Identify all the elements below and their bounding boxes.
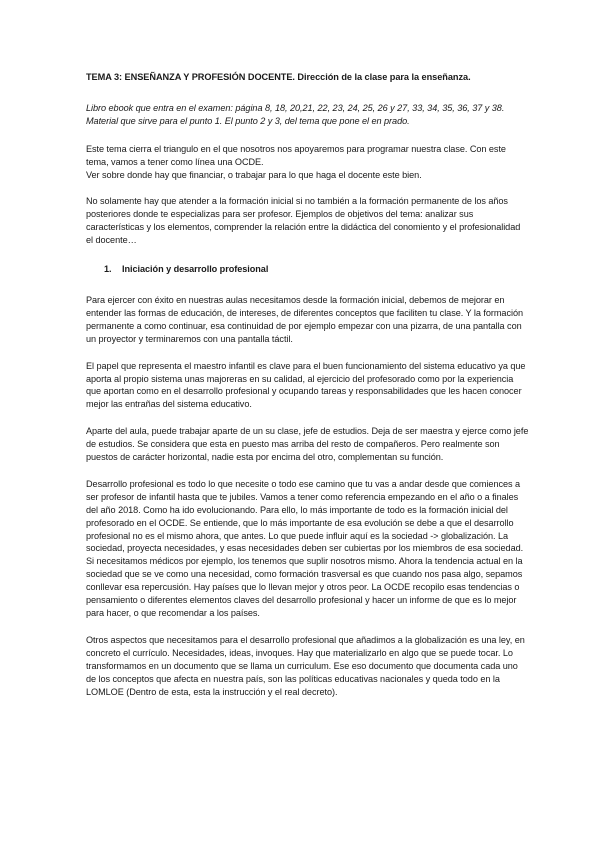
exam-note: Libro ebook que entra en el examen: página 8, 18, 20,21, 22, 23, 24, 25, 26 y 27, 33, 34, 35, 36, 37 y 38. Material que sirve para el punto 1. El punto 2 y 3, del tema que pone el en prado.	[86, 102, 505, 126]
document-title: TEMA 3: ENSEÑANZA Y PROFESIÓN DOCENTE. Dirección de la clase para la enseñanza.	[86, 72, 471, 82]
section-number: 1.	[104, 264, 112, 275]
paragraph-5: Aparte del aula, puede trabajar aparte de un su clase, jefe de estudios. Deja de ser maestra y ejerce como jefe de estudios. Se considera que esta en puesto mas arriba del resto de compañeros. Pero realmente son puestos de carácter horizontal, nadie esta por encima del otro, complementan su función.	[86, 426, 529, 463]
paragraph-2: No solamente hay que atender a la formación inicial si no también a la formación permanente de los años posteriores donde te especializas para ser profesor. Ejemplos de objetivos del tema: analizar sus características y los elementos, comprender la relación entre la didáctica del conomiento y el profesionalidad el docente…	[86, 196, 521, 246]
paragraph-7: Otros aspectos que necesitamos para el desarrollo profesional que añadimos a la globalización es una ley, en concreto el currículo. Necesidades, ideas, invoques. Hay que materializarlo en algo que se puede tocar. Lo transformamos en un documento que se llama un curriculum. Ese eso documento que documenta cada uno de los conceptos que afecta en nuestra país, son las políticas educativas nacionales y queda todo en la LOMLOE (Dentro de esta, esta la instrucción y el real decreto).	[86, 634, 525, 697]
paragraph-3: Para ejercer con éxito en nuestras aulas necesitamos desde la formación inicial, debemos de mejorar en entender las formas de educación, de intereses, de diferentes conceptos que faciliten tu clase. Y la formación permanente a como continuar, esa continuidad de por ejemplo empezar con una pizarra, de una pantalla con un proyector y terminaremos con una pantalla táctil.	[86, 294, 523, 344]
section-heading	[104, 263, 529, 276]
paragraph-4: El papel que representa el maestro infantil es clave para el buen funcionamiento del sistema educativo ya que aporta al propio sistema unas majoreras en su calidad, al ejercicio del profesorado como por la experiencia que aportan como en el desarrollo profesional y ocupando tareas y responsabilidades que les hacen conocer mejor las entrañas del sistema educativo.	[86, 360, 526, 410]
intro-paragraph: Este tema cierra el triangulo en el que nosotros nos apoyaremos para programar nuestra clase. Con este tema, vamos a tener como línea una OCDE. Ver sobre donde hay que financiar, o trabajar para lo que haga el docente este bien.	[86, 143, 506, 180]
section-title: Iniciación y desarrollo profesional	[122, 264, 269, 275]
paragraph-6: Desarrollo profesional es todo lo que necesite o todo ese camino que tu vas a andar desde que comiences a ser profesor de infantil hasta que te jubiles. Vamos a tener como referencia empezando en el año o a finales del año 2018. Como ha ido evolucionando. Para ello, lo más importante de todo es la formación inicial del profesorado en el OCDE. Se entiende, que lo más importante de esa evolución se debe a que el desarrollo profesional no es el mismo ahora, que antes. Lo que puede influir aquí es la sociedad -> globalización. La sociedad, proyecta necesidades, y esas necesidades deben ser cubiertas por los miembros de esa sociedad. Si necesitamos médicos por ejemplo, los tenemos que suplir nosotros mismo. Ahora la tendencia actual en la sociedad que se ve como una necesidad, como formación trasversal es que cuando nos pasa algo, sepamos conllevar esa repercusión. Hay países que lo llevan mejor y otros peor. La OCDE recopilo esas tendencias o pensamiento o diferentes elementos claves del desarrollo profesional y hacer un informe de que es lo mejor para hacer, o que recomendar a los países.	[86, 478, 524, 618]
